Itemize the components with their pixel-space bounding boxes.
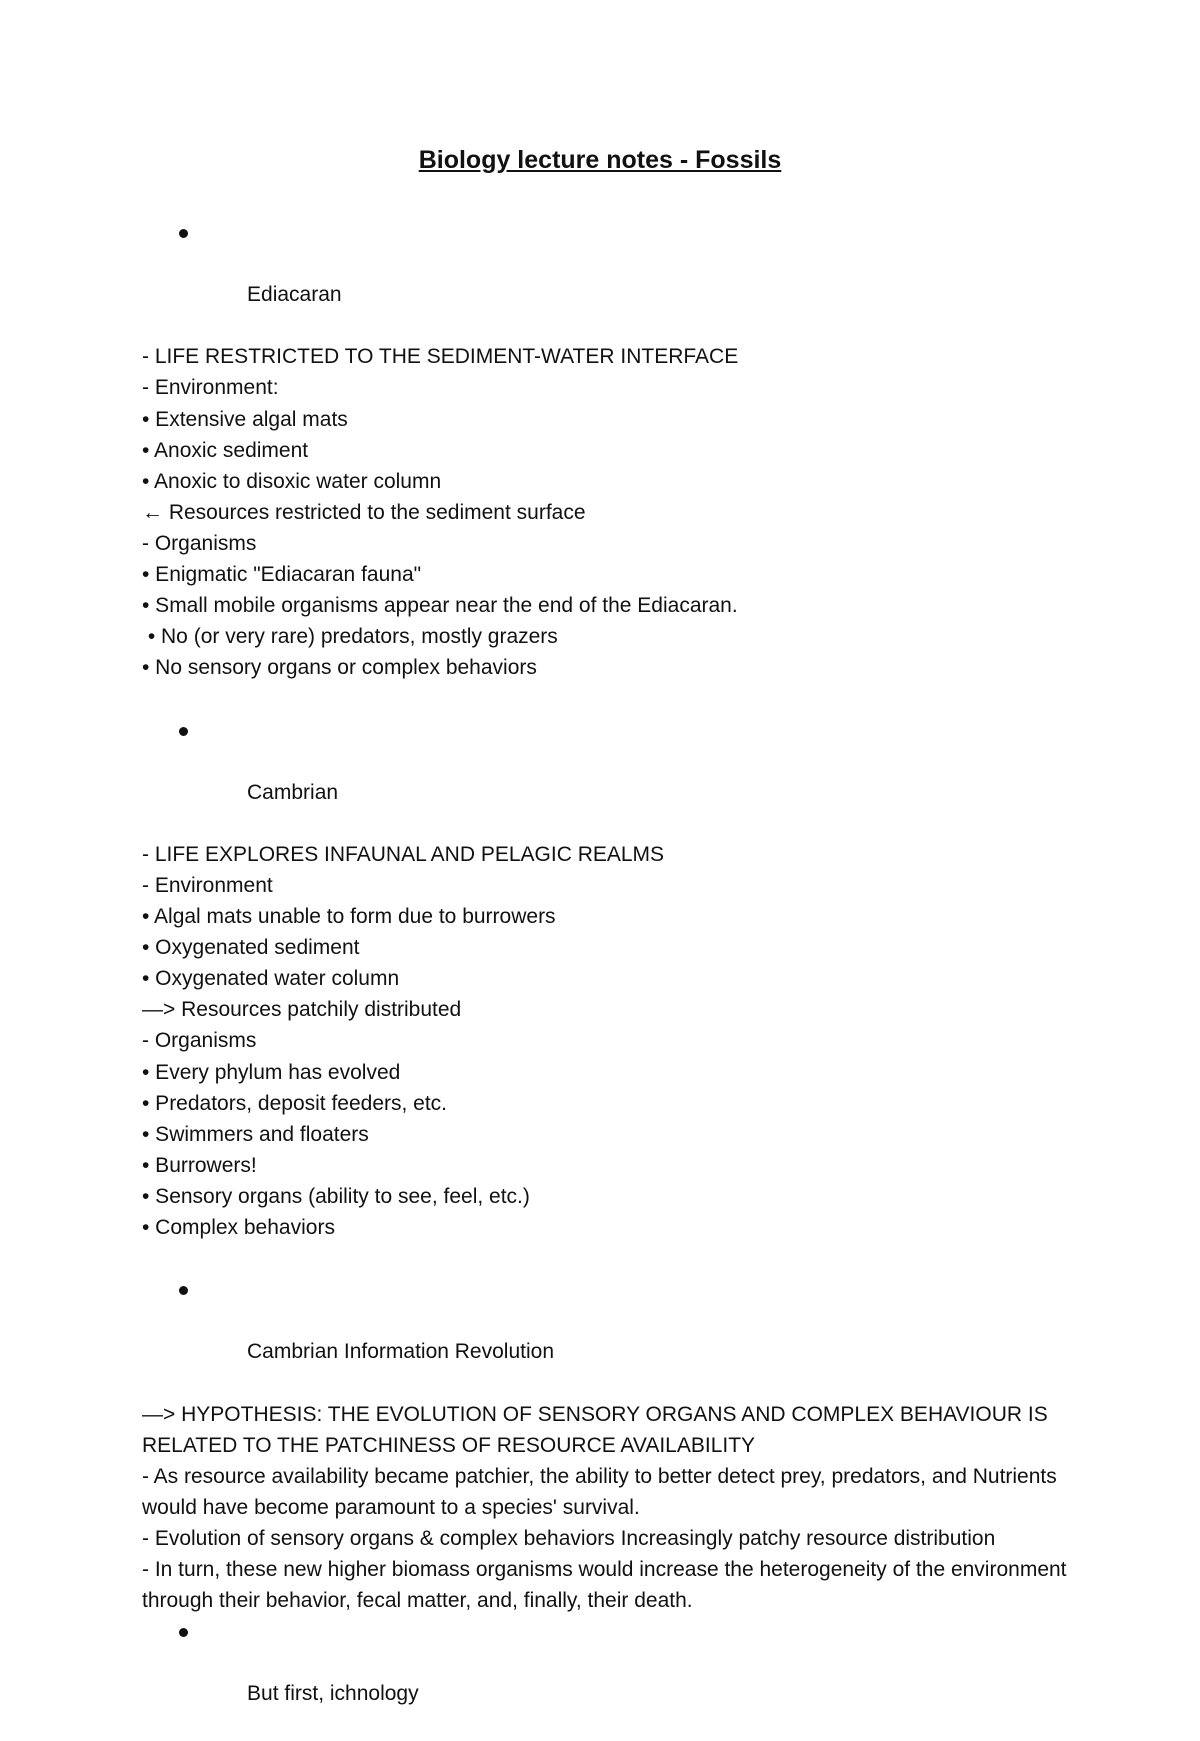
note-paragraph: —> HYPOTHESIS: THE EVOLUTION OF SENSORY ORGANS AND COMPLEX BEHAVIOUR IS RELATED TO THE PATCHINESS OF RESOURCE AVAILABILITY	[142, 1402, 1048, 1457]
bullet-dot-icon	[179, 1628, 188, 1637]
note-line: - Organisms	[142, 1029, 257, 1053]
section-heading-ichnology: But first, ichnology	[142, 1616, 1072, 1740]
note-line: - LIFE RESTRICTED TO THE SEDIMENT-WATER INTERFACE	[142, 345, 739, 369]
section-heading-ediacaran: Ediacaran	[142, 217, 1072, 341]
note-line: • Oxygenated water column	[142, 967, 400, 991]
note-line: ← Resources restricted to the sediment surface	[142, 500, 586, 524]
note-line: • Oxygenated sediment	[142, 936, 360, 960]
note-line: • Sensory organs (ability to see, feel, etc.)	[142, 1184, 530, 1208]
note-line: • Algal mats unable to form due to burrowers	[142, 905, 556, 929]
blank-line	[142, 1243, 1072, 1274]
note-line: • Enigmatic "Ediacaran fauna"	[142, 563, 422, 587]
bullet-dot-icon	[179, 229, 188, 238]
note-line: - Environment:	[142, 376, 279, 400]
note-line: - Organisms	[142, 531, 257, 555]
note-line: • Every phylum has evolved	[142, 1060, 401, 1084]
note-line: • Anoxic sediment	[142, 438, 309, 462]
note-line: • Anoxic to disoxic water column	[142, 469, 442, 493]
section-heading-cambrian: Cambrian	[142, 715, 1072, 839]
document-title: Biology lecture notes - Fossils	[418, 146, 782, 174]
note-paragraph: - In turn, these new higher biomass organisms would increase the heterogeneity of the environment through their behavior, fecal matter, and, finally, their death.	[142, 1558, 1067, 1613]
note-line: • Burrowers!	[142, 1153, 257, 1177]
note-line: • Complex behaviors	[142, 1216, 335, 1239]
document-body	[142, 217, 1072, 1741]
note-line: • Extensive algal mats	[142, 407, 348, 431]
note-line: • Swimmers and floaters	[142, 1122, 369, 1146]
section-heading-revolution: Cambrian Information Revolution	[142, 1274, 1072, 1398]
note-paragraph: - As resource availability became patchier, the ability to better detect prey, predators, and Nutrients would have become paramount to a species' survival.	[142, 1464, 1057, 1519]
note-line: • Small mobile organisms appear near the end of the Ediacaran.	[142, 594, 738, 618]
note-line: • No (or very rare) predators, mostly grazers	[142, 625, 558, 649]
note-line: - LIFE EXPLORES INFAUNAL AND PELAGIC REALMS	[142, 842, 665, 866]
bullet-dot-icon	[179, 727, 188, 736]
note-line: • Predators, deposit feeders, etc.	[142, 1091, 448, 1115]
note-line: • No sensory organs or complex behaviors	[142, 656, 537, 680]
bullet-dot-icon	[179, 1286, 188, 1295]
note-paragraph: - Evolution of sensory organs & complex behaviors Increasingly patchy resource distribution	[142, 1526, 996, 1550]
note-line: - Environment	[142, 873, 273, 897]
blank-line	[142, 683, 1072, 714]
note-line: —> Resources patchily distributed	[142, 998, 462, 1022]
